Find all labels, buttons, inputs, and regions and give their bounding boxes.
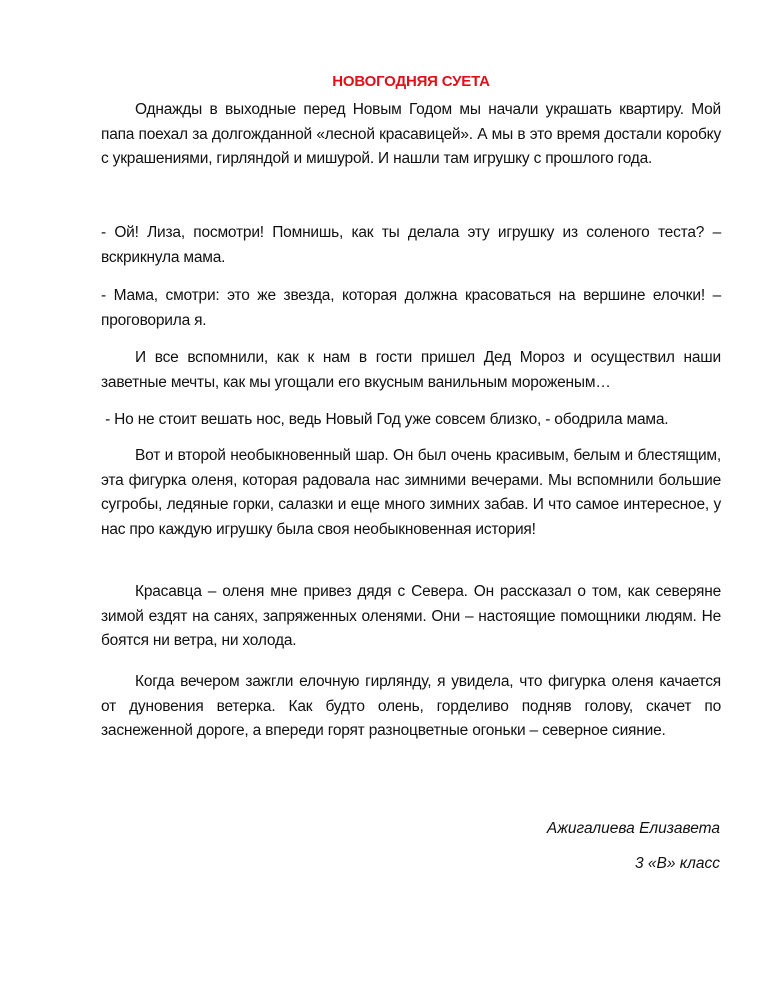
document-title: НОВОГОДНЯЯ СУЕТА (332, 73, 490, 90)
paragraph-5: - Но не стоит вешать нос, ведь Новый Год уже совсем близко, - ободрила мама. (101, 411, 669, 428)
signature-class: 3 «В» класс (635, 855, 720, 872)
paragraph-1: Однажды в выходные перед Новым Годом мы начали украшать квартиру. Мой папа поехал за долгожданной «лесной красавицей». А мы в это время достали коробку с украшениями, гирляндой и мишурой. И нашли там игрушку с прошлого года. (101, 101, 721, 167)
paragraph-4: И все вспомнили, как к нам в гости пришел Дед Мороз и осуществил наши заветные мечты, как мы угощали его вкусным ванильным мороженым… (101, 349, 721, 391)
paragraph-6: Вот и второй необыкновенный шар. Он был очень красивым, белым и блестящим, эта фигурка оленя, которая радовала нас зимними вечерами. Мы вспомнили большие сугробы, ледяные горки, салазки и еще много зимних забав. И что самое интересное, у нас про каждую игрушку была своя необыкновенная история! (101, 447, 721, 538)
paragraph-7: Красавца – оленя мне привез дядя с Севера. Он рассказал о том, как северяне зимой ездят на санях, запряженных оленями. Они – настоящие помощники людям. Не боятся ни ветра, ни холода. (101, 583, 721, 649)
paragraph-8: Когда вечером зажгли елочную гирлянду, я увидела, что фигурка оленя качается от дуновения ветерка. Как будто олень, горделиво подняв голову, скачет по заснеженной дороге, а впереди горят разноцветные огоньки – северное сияние. (101, 673, 721, 739)
paragraph-3: - Мама, смотри: это же звезда, которая должна красоваться на вершине елочки! – проговорила я. (101, 287, 721, 329)
paragraph-2: - Ой! Лиза, посмотри! Помнишь, как ты делала эту игрушку из соленого теста? – вскрикнула мама. (101, 224, 721, 266)
signature-author: Ажигалиева Елизавета (546, 820, 720, 837)
